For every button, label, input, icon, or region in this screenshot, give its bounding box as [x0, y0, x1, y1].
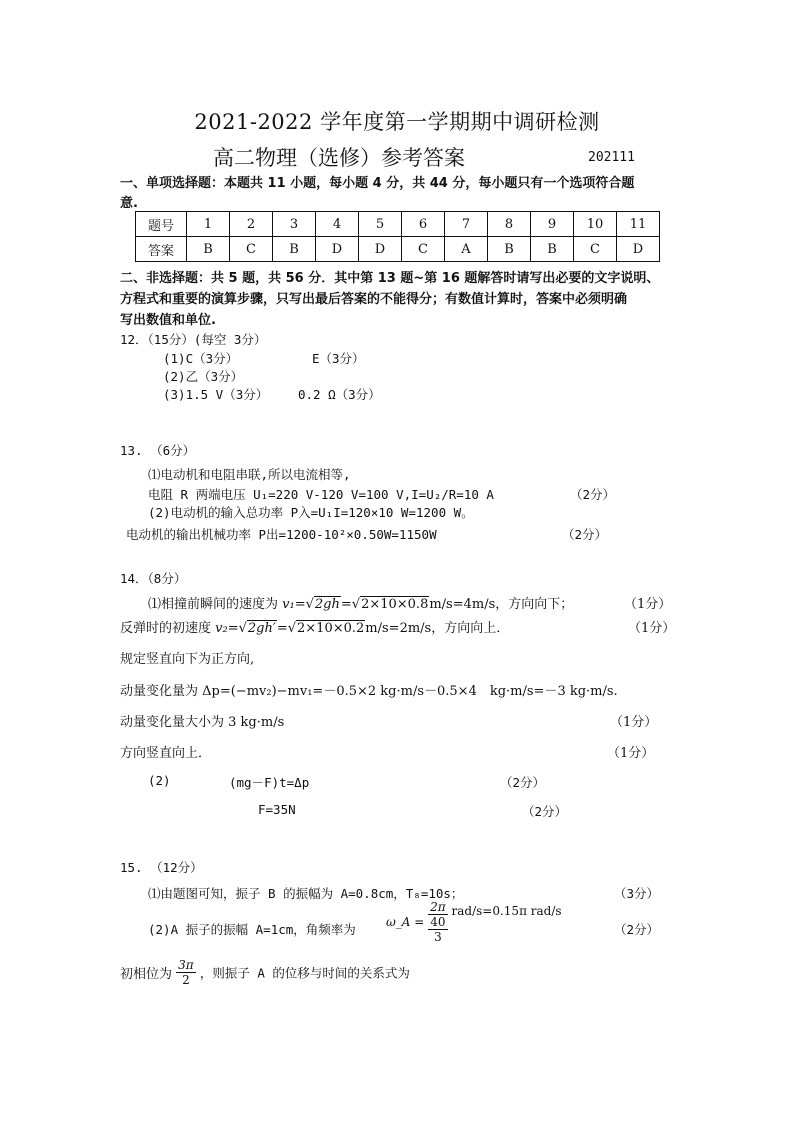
- q15-line-1-score: （3分）: [614, 886, 660, 901]
- q12-answer-3b: 0.2 Ω（3分）: [298, 387, 381, 402]
- q13-title: 13. （6分）: [120, 443, 196, 458]
- section2-heading-line1: 二、非选择题：共 5 题，共 56 分．其中第 13 题~第 16 题解答时请写出必要的文字说明、: [120, 271, 660, 286]
- q14-line-8-score: （2分）: [522, 804, 568, 819]
- exam-code: 202111: [588, 150, 635, 165]
- table-cell: B: [488, 237, 531, 262]
- row-label-number: 题号: [136, 212, 187, 237]
- q15-phase-denominator: 2: [182, 973, 190, 987]
- q15-omega-numerator: 2π: [430, 900, 446, 914]
- q14-line-2-prefix: 反弹时的初速度: [120, 621, 216, 636]
- q14-part-2-number: (2): [148, 773, 171, 788]
- table-cell: 2: [230, 212, 273, 237]
- q12-title: 12．（15分）(每空 3分）: [120, 332, 267, 347]
- q14-line-1: [148, 593, 573, 612]
- q14-line-4: 动量变化量为 Δp=(−mv₂)−mv₁=－0.5×2 kg·m/s－0.5×4 kg·m/s=－3 kg·m/s.: [120, 684, 618, 699]
- q14-line-2: [120, 617, 509, 636]
- section2-heading-line3: 写出数值和单位.: [120, 313, 216, 328]
- table-cell: 9: [531, 212, 574, 237]
- sqrt-symbol: √: [305, 597, 314, 612]
- q14-eq: =: [340, 597, 352, 612]
- q15-omega-tail: rad/s=0.15π rad/s: [451, 904, 562, 918]
- q14-line-5-score: （1分）: [610, 715, 658, 730]
- q15-omega-fraction: [428, 900, 448, 944]
- q15-line-2: (2)A 振子的振幅 A=1cm，角频率为: [148, 922, 356, 937]
- section1-heading-line1: 一、单项选择题：本题共 11 小题，每小题 4 分，共 44 分，每小题只有一个选项符合题: [120, 176, 635, 191]
- table-cell: D: [316, 237, 359, 262]
- q14-line-2-score: （1分）: [628, 621, 676, 636]
- q15-line-3-prefix: 初相位为: [120, 967, 173, 982]
- sqrt-symbol: √: [238, 621, 247, 636]
- q13-line-3: (2)电动机的输入总功率 P入=U₁I=120×10 W=1200 W。: [148, 505, 474, 520]
- sqrt-symbol: √: [351, 597, 361, 612]
- q14-v1: v₁=: [282, 597, 306, 612]
- q12-answer-3: (3)1.5 V（3分）: [163, 387, 269, 402]
- q13-line-1: ⑴电动机和电阻串联,所以电流相等,: [148, 467, 351, 482]
- q14-line-1-score: （1分）: [624, 597, 672, 612]
- q13-line-2-score: （2分）: [570, 487, 616, 502]
- q15-omega-label: ω_A =: [386, 915, 425, 929]
- table-cell: A: [445, 237, 488, 262]
- q14-title: 14．（8分）: [120, 571, 187, 586]
- q15-phase-fraction: [176, 958, 196, 987]
- table-cell: C: [402, 237, 445, 262]
- section2-heading-line2: 方程式和重要的演算步骤，只写出最后答案的不能得分；有数值计算时，答案中必须明确: [120, 292, 628, 307]
- table-cell: B: [187, 237, 230, 262]
- q14-sqrt-2gh-prime: 2gh′: [247, 621, 276, 636]
- q14-line-1-suffix: m/s=4m/s，方向向下；: [429, 597, 574, 612]
- q14-line-1-prefix: ⑴相撞前瞬间的速度为: [148, 597, 283, 612]
- q14-line-6: 方向竖直向上．: [120, 746, 212, 761]
- q15-omega-formula: [386, 900, 562, 944]
- page-subtitle: 高二物理（选修）参考答案: [213, 146, 465, 170]
- table-cell: B: [273, 237, 316, 262]
- q15-phase-numerator: 3π: [178, 958, 194, 972]
- table-cell: D: [617, 237, 660, 262]
- q13-line-2: 电阻 R 两端电压 U₁=220 V-120 V=100 V,I=U₂/R=10 A: [148, 487, 494, 502]
- table-cell: D: [359, 237, 402, 262]
- q14-line-3: 规定竖直向下为正方向,: [120, 652, 255, 667]
- table-cell: 4: [316, 212, 359, 237]
- table-cell: 6: [402, 212, 445, 237]
- table-cell: C: [230, 237, 273, 262]
- sqrt-symbol: √: [287, 621, 297, 636]
- q15-line-2-score: （2分）: [614, 922, 660, 937]
- q12-answer-1: (1)C（3分）: [163, 351, 239, 366]
- table-cell: 10: [574, 212, 617, 237]
- q14-line-7: (mg－F)t=Δp: [229, 775, 310, 790]
- q15-line-3: [120, 958, 410, 987]
- q14-sqrt-value: 2×10×0.8: [361, 597, 429, 612]
- q15-omega-denominator: [428, 915, 448, 944]
- q14-v2: v₂=: [215, 621, 239, 636]
- q14-line-5: 动量变化量大小为 3 kg·m/s: [120, 715, 285, 730]
- q14-line-7-score: （2分）: [500, 775, 546, 790]
- q14-sqrt-2gh: 2gh: [314, 597, 340, 612]
- q14-sqrt-value-2: 2×10×0.2: [297, 621, 365, 636]
- q15-line-1: ⑴由题图可知，振子 B 的振幅为 A=0.8cm，T₈=10s；: [148, 886, 464, 901]
- q13-line-4-score: （2分）: [562, 527, 608, 542]
- q12-answer-1b: E（3分）: [312, 351, 365, 366]
- q13-line-4: 电动机的输出机械功率 P出=1200-10²×0.50W=1150W: [126, 527, 437, 542]
- table-cell: 8: [488, 212, 531, 237]
- table-row-answers: [136, 237, 660, 262]
- table-cell: B: [531, 237, 574, 262]
- answer-table: [135, 211, 660, 262]
- q14-line-2-suffix: m/s=2m/s，方向向上．: [365, 621, 510, 636]
- table-cell: 3: [273, 212, 316, 237]
- q12-answer-2: (2)乙（3分）: [163, 369, 244, 384]
- q14-line-8: F=35N: [258, 802, 296, 817]
- section1-heading-line2: 意.: [120, 196, 138, 211]
- table-cell: 11: [617, 212, 660, 237]
- q15-line-3-suffix: ，则振子 A 的位移与时间的关系式为: [199, 965, 410, 981]
- table-cell: 7: [445, 212, 488, 237]
- table-row-numbers: [136, 212, 660, 237]
- table-cell: 5: [359, 212, 402, 237]
- q14-eq: =: [276, 621, 288, 636]
- q15-omega-den-bottom: 3: [434, 930, 442, 944]
- q14-line-6-score: （1分）: [607, 746, 655, 761]
- page-title: 2021-2022 学年度第一学期期中调研检测: [194, 110, 600, 134]
- row-label-answer: 答案: [136, 237, 187, 262]
- q15-title: 15. （12分）: [120, 860, 203, 875]
- table-cell: C: [574, 237, 617, 262]
- table-cell: 1: [187, 212, 230, 237]
- q15-omega-den-top: 40: [428, 915, 448, 930]
